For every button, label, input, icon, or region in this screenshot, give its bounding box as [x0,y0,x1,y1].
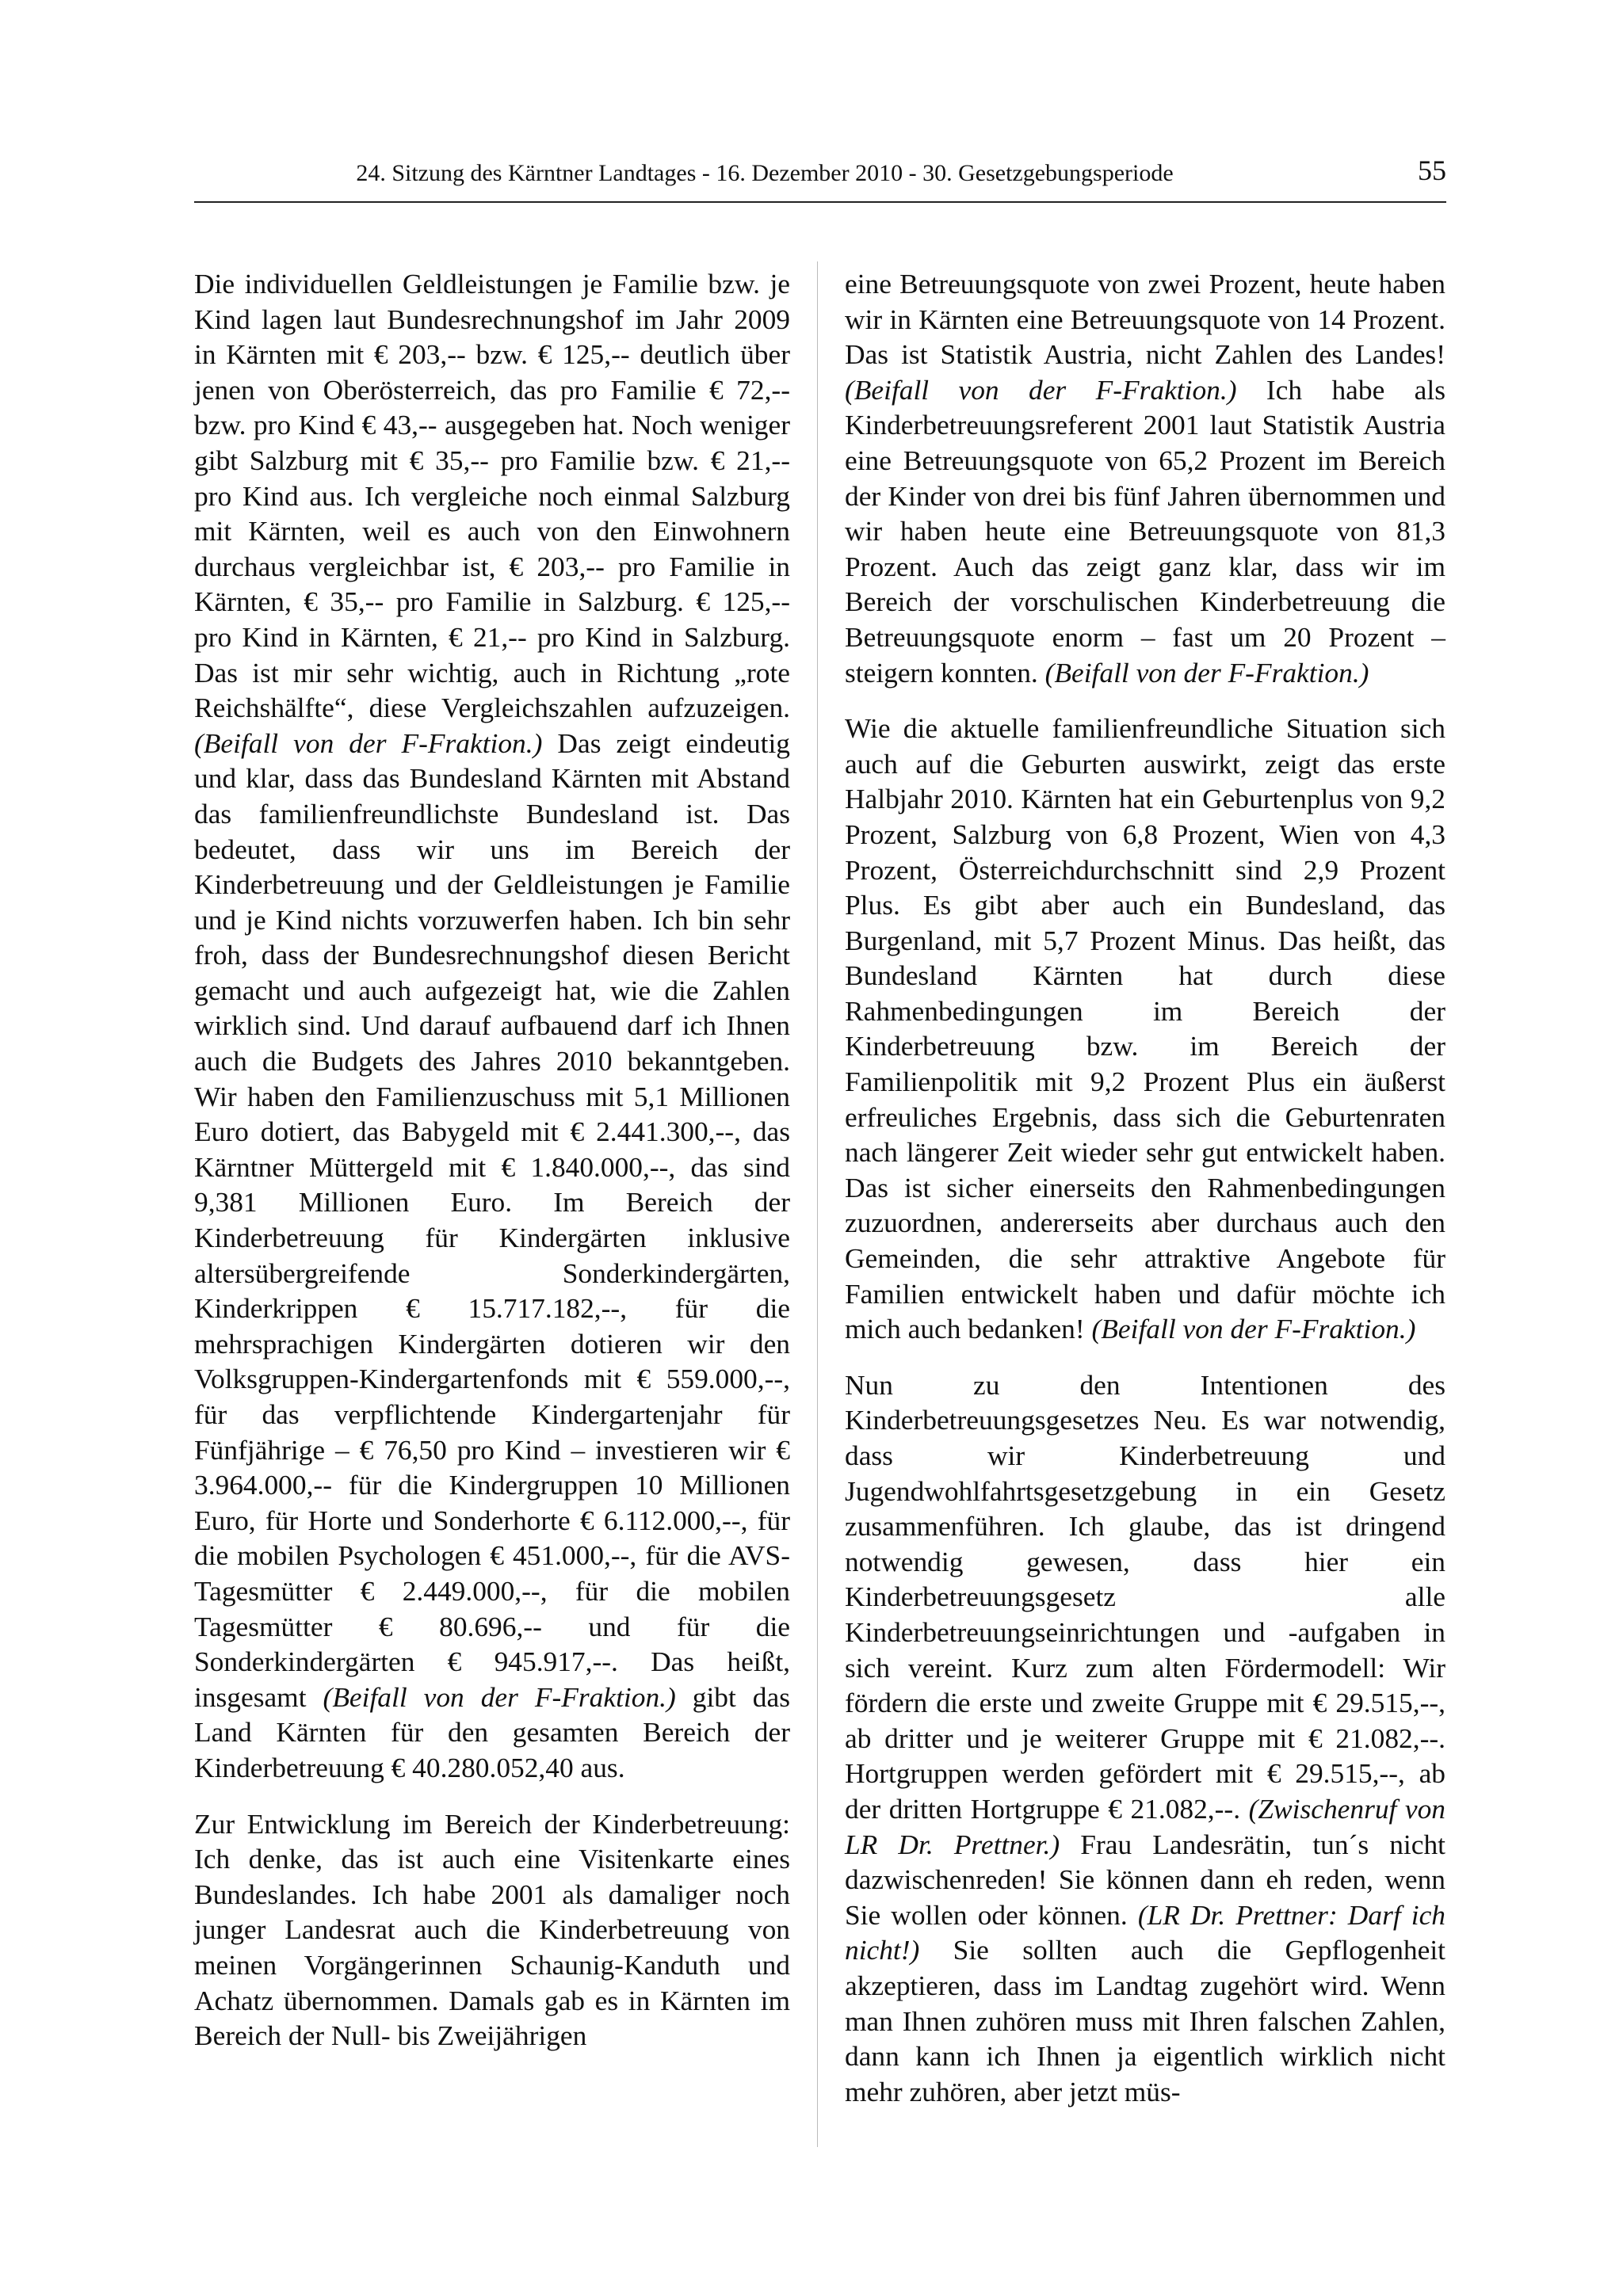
interjection: (Beifall von der F-Fraktion.) [1044,656,1369,688]
paragraph [194,1806,790,2054]
page-number: 55 [1418,154,1446,186]
paragraph-text: Das zeigt eindeutig und klar, dass das Bundesland Kärnten mit Abstand das familienfreundlichste Bundesland ist. Das bedeutet, dass wir uns im Bereich der Kinderbetreuung und der Geldleistungen je Familie und je Kind nichts vorzuwerfen haben. Ich bin sehr froh, dass der Bundesrechnungshof diesen Bericht gemacht und auch aufgezeigt hat, wie die Zahlen wirklich sind. Und darauf aufbauend darf ich Ihnen auch die Budgets des Jahres 2010 bekanntgeben. Wir haben den Familienzuschuss mit 5,1 Millionen Euro dotiert, das Babygeld mit € 2.441.300,--, das Kärntner Müttergeld mit € 1.840.000,--, das sind 9,381 Millionen Euro. Im Bereich der Kinderbetreuung für Kindergärten inklusive altersübergreifende Sonderkindergärten, Kinderkrippen € 15.717.182,--, für die mehrsprachigen Kindergärten dotieren wir den Volksgruppen-Kindergartenfonds mit € 559.000,--, für das verpflichtende Kindergartenjahr für Fünfjährige – € 76,50 pro Kind – investieren wir € 3.964.000,-- für die Kindergruppen 10 Millionen Euro, für Horte und Sonderhorte € 6.112.000,--, für die mobilen Psychologen € 451.000,--, für die AVS-Tagesmütter € 2.449.000,--, für die mobilen Tagesmütter € 80.696,-- und für die Sonderkindergärten € 945.917,--. Das heißt, insgesamt [194,727,790,1713]
paragraph [845,711,1445,1347]
paragraph-text: eine Betreuungsquote von zwei Prozent, heute haben wir in Kärnten eine Betreuungsquote von 14 Prozent. Das ist Statistik Austria, nicht Zahlen des Landes! [845,268,1445,371]
paragraph [845,266,1445,690]
interjection: (Beifall von der F-Fraktion.) [845,373,1237,406]
paragraph [845,1367,1445,2109]
paragraph-text: Ich habe als Kinderbetreuungsreferent 2001 laut Statistik Austria eine Betreuungsquote von 65,2 Prozent im Bereich der Kinder von drei bis fünf Jahren übernommen und wir haben heute eine Betreuungsquote von 81,3 Prozent. Auch das zeigt ganz klar, dass wir im Bereich der vorschulischen Kinderbetreuung die Betreuungsquote enorm – fast um 20 Prozent – steigern konnten. [845,373,1445,688]
paragraph-text: Wie die aktuelle familienfreundliche Situation sich auch auf die Geburten auswirkt, zeigt das erste Halbjahr 2010. Kärnten hat ein Geburtenplus von 9,2 Prozent, Salzburg von 6,8 Prozent, Wien von 4,3 Prozent, Österreichdurchschnitt sind 2,9 Prozent Plus. Es gibt aber auch ein Bundesland, das Burgenland, mit 5,7 Prozent Minus. Das heißt, das Bundesland Kärnten hat durch diese Rahmenbedingungen im Bereich der Kinderbetreuung bzw. im Bereich der Familienpolitik mit 9,2 Prozent Plus ein äußerst erfreuliches Ergebnis, dass sich die Geburtenraten nach längerer Zeit wieder sehr gut entwickelt haben. Das ist sicher einerseits den Rahmenbedingungen zuzuordnen, andererseits aber durchaus auch den Gemeinden, die sehr attraktive Angebote für Familien entwickelt haben und dafür möchte ich mich auch bedanken! [845,712,1445,1345]
paragraph [194,266,790,1786]
interjection: (Beifall von der F-Fraktion.) [194,727,543,759]
interjection: (Zwischenruf von LR Dr. Prettner.) [845,1792,1445,1860]
page-header [194,154,1446,203]
interjection: (Beifall von der F-Fraktion.) [323,1680,676,1713]
interjection: (LR Dr. Prettner: Darf ich nicht!) [845,1898,1445,1966]
column-divider [817,261,818,2147]
paragraph-text: Zur Entwicklung im Bereich der Kinderbetreuung: Ich denke, das ist auch eine Visitenkarte eines Bundeslandes. Ich habe 2001 als damaliger noch junger Landesrat auch die Kinderbetreuung von meinen Vorgängerinnen Schaunig-Kanduth und Achatz übernommen. Damals gab es in Kärnten im Bereich der Null- bis Zweijährigen [194,1807,790,2052]
paragraph-text: gibt das Land Kärnten für den gesamten Bereich der Kinderbetreuung € 40.280.052,40 aus. [194,1680,790,1783]
paragraph-text: Nun zu den Intentionen des Kinderbetreuungsgesetzes Neu. Es war notwendig, dass wir Kinderbetreuung und Jugendwohlfahrtsgesetzgebung in ein Gesetz zusammenführen. Ich glaube, das ist dringend notwendig gewesen, dass hier ein Kinderbetreuungsgesetz alle Kinderbetreuungseinrichtungen und -aufgaben in sich vereint. Kurz zum alten Fördermodell: Wir fördern die erste und zweite Gruppe mit € 29.515,--, ab dritter und je weiterer Gruppe mit € 21.082,--. Hortgruppen werden gefördert mit € 29.515,--, ab der dritten Hortgruppe € 21.082,--. [845,1368,1445,1825]
interjection: (Beifall von der F-Fraktion.) [1091,1313,1416,1345]
paragraph-text: Sie sollten auch die Gepflogenheit akzeptieren, dass im Landtag zugehört wird. Wenn man Ihnen zuhören muss mit Ihren falschen Zahlen, dann kann ich Ihnen ja eigentlich wirklich nicht mehr zuhören, aber jetzt müs- [845,1934,1446,2107]
paragraph-text: Frau Landesrätin, tun´s nicht dazwischenreden! Sie können dann eh reden, wenn Sie wollen oder können. [845,1828,1445,1931]
paragraph-text: Die individuellen Geldleistungen je Familie bzw. je Kind lagen laut Bundesrechnungshof im Jahr 2009 in Kärnten mit € 203,-- bzw. € 125,-- deutlich über jenen von Oberösterreich, das pro Familie € 72,-- bzw. pro Kind € 43,-- ausgegeben hat. Noch weniger gibt Salzburg mit € 35,-- pro Familie bzw. € 21,-- pro Kind aus. Ich vergleiche noch einmal Salzburg mit Kärnten, weil es auch von den Einwohnern durchaus vergleichbar ist, € 203,-- pro Familie in Kärnten, € 35,-- pro Familie in Salzburg. € 125,-- pro Kind in Kärnten, € 21,-- pro Kind in Salzburg. Das ist mir sehr wichtig, auch in Richtung „rote Reichshälfte“, diese Vergleichszahlen aufzuzeigen. [194,268,790,724]
right-column [845,266,1445,2130]
left-column [194,266,790,2074]
header-title: 24. Sitzung des Kärntner Landtages - 16. Dezember 2010 - 30. Gesetzgebungsperiode [356,160,1174,186]
